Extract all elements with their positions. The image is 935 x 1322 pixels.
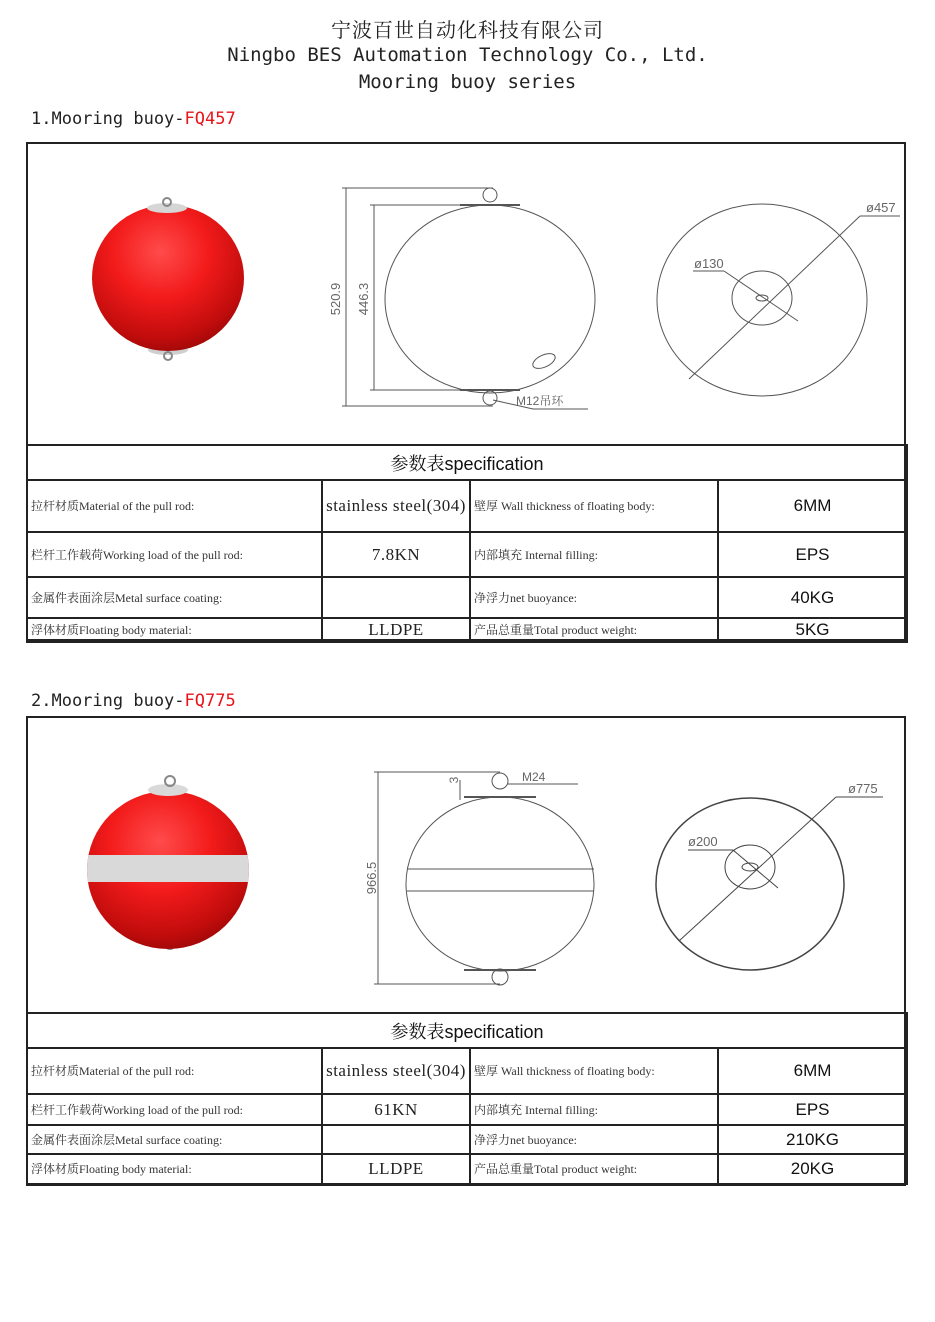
spec-table-title: 参数表specification: [27, 1013, 907, 1048]
top-plate: [147, 203, 187, 213]
dim-outer-height: 520.9: [328, 282, 343, 316]
outer-diameter-circle: [657, 204, 867, 396]
dia-inner-label: ø200: [688, 834, 718, 849]
table-row: [27, 1048, 907, 1094]
spec-table: [26, 1012, 908, 1185]
spec-value: EPS: [718, 532, 907, 577]
table-row: [27, 618, 907, 642]
outer-diameter-circle: [656, 798, 844, 970]
spec-label: 内部填充 Internal filling:: [470, 532, 718, 577]
spec-value: 7.8KN: [322, 532, 470, 577]
red-sphere: [92, 205, 244, 351]
section-title-fq457: [31, 109, 236, 129]
spec-value: 6MM: [718, 1048, 907, 1094]
sphere-outline: [406, 797, 594, 971]
spec-label: 栏杆工作载荷Working load of the pull rod:: [27, 1094, 322, 1125]
spec-value: EPS: [718, 1094, 907, 1125]
spec-value: 5KG: [718, 618, 907, 642]
table-row: [27, 480, 907, 532]
outer-diameter-line: [679, 797, 836, 941]
spec-value: stainless steel(304): [322, 480, 470, 532]
top-view-drawing: [656, 797, 883, 970]
spec-label: 栏杆工作载荷Working load of the pull rod:: [27, 532, 322, 577]
white-band: [83, 855, 253, 882]
top-eye: [483, 188, 497, 202]
company-name-cn: 宁波百世自动化科技有限公司: [331, 18, 604, 42]
sphere-outline: [385, 205, 595, 393]
dia-outer-label: ø775: [848, 781, 878, 796]
inner-diameter-circle: [725, 845, 775, 889]
drawing-svg: [28, 144, 904, 444]
table-row: [27, 1094, 907, 1125]
spec-label: 浮体材质Floating body material:: [27, 618, 322, 642]
spec-value: [322, 1125, 470, 1154]
spec-value: 40KG: [718, 577, 907, 618]
spec-label: 拉杆材质Material of the pull rod:: [27, 1048, 322, 1094]
callout-label: M12吊环: [516, 394, 564, 408]
spec-label: 产品总重量Total product weight:: [470, 618, 718, 642]
company-name-en: Ningbo BES Automation Technology Co., Ltd.: [227, 44, 708, 66]
spec-value: 6MM: [718, 480, 907, 532]
dia-inner-label: ø130: [694, 256, 724, 271]
table-row: [27, 1154, 907, 1184]
model-number: FQ457: [184, 109, 236, 129]
side-view-drawing: [374, 772, 594, 985]
spec-label: 净浮力net buoyance:: [470, 577, 718, 618]
spec-label: 净浮力net buoyance:: [470, 1125, 718, 1154]
section-title-fq775: [31, 691, 236, 711]
outer-diameter-line: [689, 216, 860, 379]
section-index-label: 2.Mooring buoy-: [31, 691, 185, 711]
buoy-render-image: [92, 198, 244, 360]
callout-label: M24: [522, 770, 546, 784]
spec-table-title: 参数表specification: [27, 445, 907, 480]
dim-body-height: 446.3: [356, 282, 371, 316]
spec-label: 拉杆材质Material of the pull rod:: [27, 480, 322, 532]
spec-value: LLDPE: [322, 1154, 470, 1184]
spec-value: 210KG: [718, 1125, 907, 1154]
inner-diameter-line: [724, 271, 798, 321]
dim-outer-height: 966.5: [364, 861, 379, 895]
spec-value: 61KN: [322, 1094, 470, 1125]
table-row: [27, 577, 907, 618]
top-eye: [492, 773, 508, 789]
drawing-svg: [28, 718, 904, 1012]
side-view-drawing: [342, 188, 595, 409]
dim-gap: 3: [447, 776, 461, 784]
top-view-drawing: [657, 204, 900, 396]
product-card-fq457: [26, 142, 906, 641]
product-drawing-area: [28, 144, 904, 444]
spec-label: 金属件表面涂层Metal surface coating:: [27, 1125, 322, 1154]
spec-value: [322, 577, 470, 618]
spec-label: 金属件表面涂层Metal surface coating:: [27, 577, 322, 618]
spec-label: 壁厚 Wall thickness of floating body:: [470, 480, 718, 532]
section-index-label: 1.Mooring buoy-: [31, 109, 185, 129]
product-card-fq775: [26, 716, 906, 1186]
spec-label: 浮体材质Floating body material:: [27, 1154, 322, 1184]
product-drawing-area: [28, 718, 904, 1012]
spec-value: stainless steel(304): [322, 1048, 470, 1094]
buoy-render-image: [83, 776, 253, 949]
spec-value: 20KG: [718, 1154, 907, 1184]
spec-table: [26, 444, 908, 643]
spec-label: 产品总重量Total product weight:: [470, 1154, 718, 1184]
document-subtitle: Mooring buoy series: [358, 71, 577, 93]
inner-diameter-circle: [732, 271, 792, 325]
spec-value: LLDPE: [322, 618, 470, 642]
model-number: FQ775: [184, 691, 236, 711]
valve-outline: [531, 350, 558, 371]
spec-label: 壁厚 Wall thickness of floating body:: [470, 1048, 718, 1094]
table-row: [27, 532, 907, 577]
spec-label: 内部填充 Internal filling:: [470, 1094, 718, 1125]
dia-outer-label: ø457: [866, 200, 896, 215]
table-row: [27, 1125, 907, 1154]
